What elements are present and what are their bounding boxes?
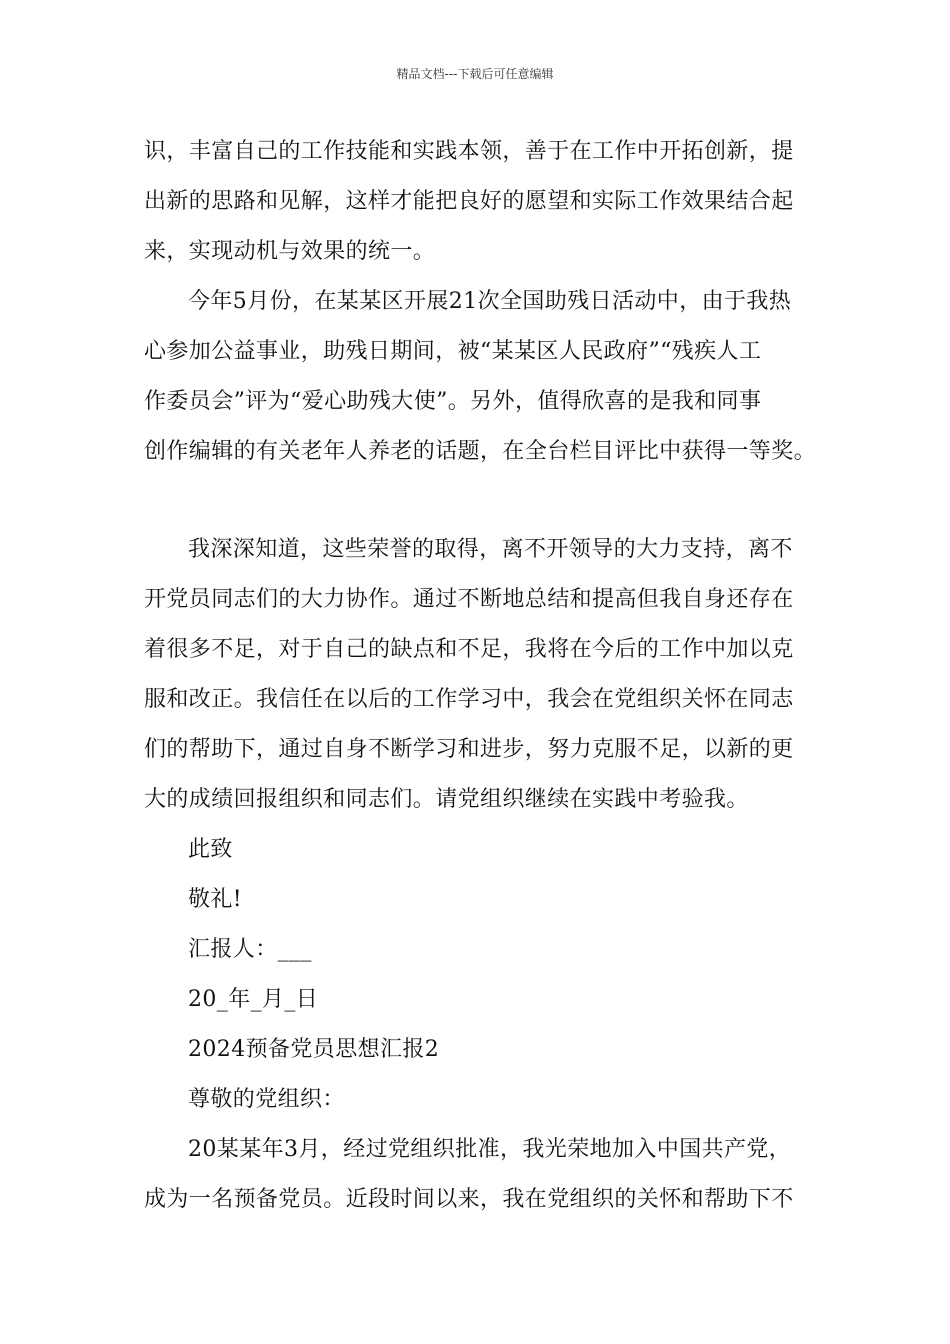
paragraph-line: 识，丰富自己的工作技能和实践本领，善于在工作中开拓创新，提	[144, 139, 794, 164]
blank-gap	[144, 477, 824, 525]
paragraph-line: 大的成绩回报组织和同志们。请党组织继续在实践中考验我。	[144, 787, 749, 812]
paragraph-line: 成为一名预备党员。近段时间以来，我在党组织的关怀和帮助下不	[144, 1187, 794, 1212]
page-header-note: 精品文档---下载后可任意编辑	[396, 67, 554, 81]
paragraph-line: 20某某年3月，经过党组织批准，我光荣地加入中国共产党，	[188, 1137, 792, 1162]
paragraph-line: 来，实现动机与效果的统一。	[144, 239, 436, 264]
document-body	[144, 127, 824, 1225]
date-line: 20_年_月_日	[188, 987, 319, 1012]
paragraph-line: 今年5月份，在某某区开展21次全国助残日活动中，由于我热	[188, 289, 792, 314]
section-title: 2024预备党员思想汇报2	[188, 1037, 440, 1062]
closing-text: 此致	[188, 837, 233, 862]
paragraph-line: 开党员同志们的大力协作。通过不断地总结和提高但我自身还存在	[144, 587, 794, 612]
reporter-line: 汇报人：___	[188, 937, 312, 962]
paragraph-line: 创作编辑的有关老年人养老的话题，在全台栏目评比中获得一等奖。	[144, 439, 817, 464]
greeting-line: 尊敬的党组织：	[188, 1087, 345, 1112]
paragraph-line: 我深深知道，这些荣誉的取得，离不开领导的大力支持，离不	[188, 537, 793, 562]
paragraph-line: 们的帮助下，通过自身不断学习和进步，努力克服不足，以新的更	[144, 737, 794, 762]
paragraph-line: 作委员会”评为“爱心助残大使”。另外，值得欣喜的是我和同事	[144, 389, 762, 414]
paragraph-line: 服和改正。我信任在以后的工作学习中，我会在党组织关怀在同志	[144, 687, 794, 712]
paragraph-line: 出新的思路和见解，这样才能把良好的愿望和实际工作效果结合起	[144, 189, 794, 214]
paragraph-line: 着很多不足，对于自己的缺点和不足，我将在今后的工作中加以克	[144, 637, 794, 662]
salute-text: 敬礼!	[188, 887, 243, 912]
paragraph-line: 心参加公益事业，助残日期间，被“某某区人民政府”“残疾人工	[144, 339, 762, 364]
